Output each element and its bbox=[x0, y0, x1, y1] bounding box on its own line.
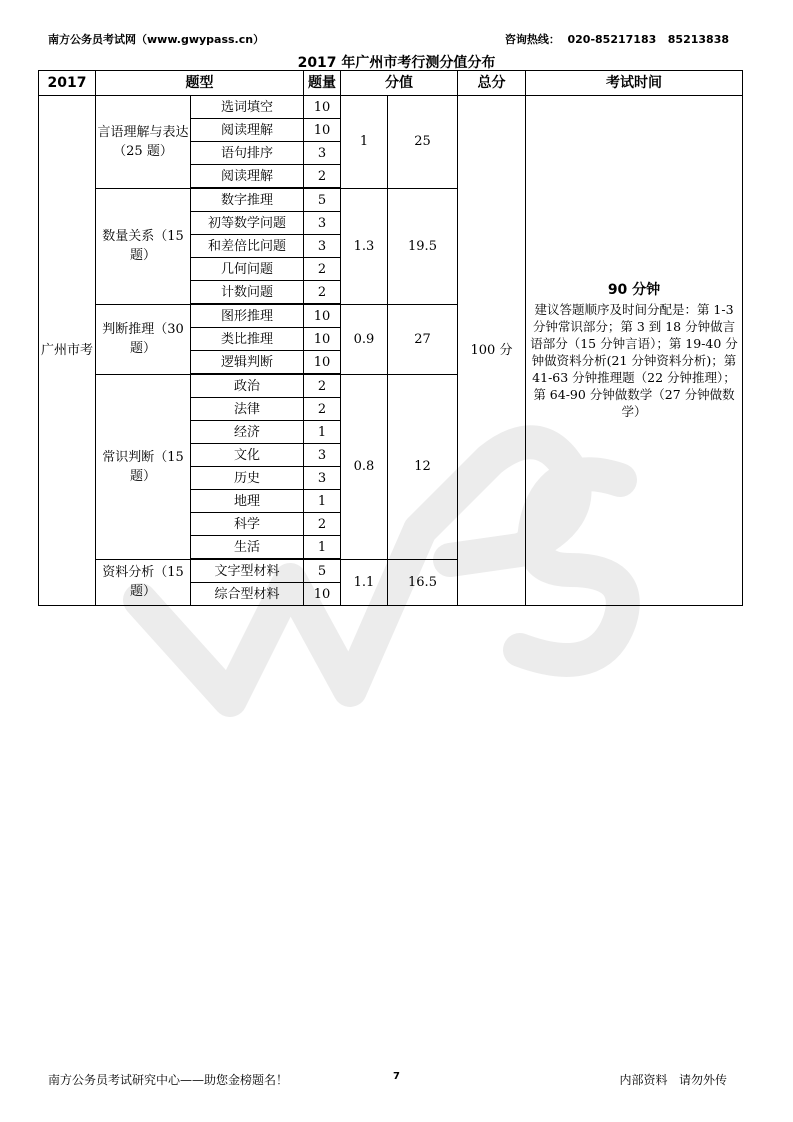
count-cell: 10 bbox=[304, 304, 341, 328]
region-cell: 广州市考 bbox=[39, 96, 96, 606]
subtotal-score-cell: 25 bbox=[388, 96, 458, 189]
category-name: 言语理解与表达（25 题） bbox=[97, 124, 189, 159]
per-question-score-cell: 1 bbox=[341, 96, 388, 189]
category-name: 数量关系（15 题） bbox=[102, 229, 184, 263]
hotline-phone-2: 85213838 bbox=[667, 33, 729, 46]
subtype-cell: 计数问题 bbox=[191, 281, 304, 305]
count-cell: 10 bbox=[304, 96, 341, 119]
subtype-cell: 语句排序 bbox=[191, 142, 304, 165]
header-total: 总分 bbox=[458, 71, 526, 96]
exam-time-cell bbox=[526, 96, 743, 606]
header-count: 题量 bbox=[304, 71, 341, 96]
footer-internal-note: 内部资料 请勿外传 bbox=[619, 1073, 727, 1087]
time-allocation-advice: 建议答题顺序及时间分配是：第 1-3 分钟常识部分；第 3 到 18 分钟做言语部分（15 分钟言语）；第 19-40 分钟做资料分析(21 分钟资料分析)；第 41-63 分钟推理题（22 分钟推理）；第 64-90 分钟做数学（27 分钟做数学） bbox=[530, 301, 738, 419]
category-name: 常识判断（15 题） bbox=[102, 449, 184, 484]
count-cell: 3 bbox=[304, 467, 341, 490]
subtype-cell: 和差倍比问题 bbox=[191, 235, 304, 258]
count-cell: 5 bbox=[304, 559, 341, 583]
total-score-cell: 100 分 bbox=[458, 96, 526, 606]
count-cell: 2 bbox=[304, 398, 341, 421]
subtype-cell: 政治 bbox=[191, 374, 304, 398]
subtype-cell: 法律 bbox=[191, 398, 304, 421]
page-number: 7 bbox=[393, 1071, 400, 1082]
count-cell: 1 bbox=[304, 490, 341, 513]
subtype-cell: 科学 bbox=[191, 513, 304, 536]
subtype-cell: 逻辑判断 bbox=[191, 351, 304, 375]
score-distribution-table bbox=[38, 70, 743, 606]
category-cell bbox=[96, 374, 191, 559]
count-cell: 10 bbox=[304, 351, 341, 375]
count-cell: 5 bbox=[304, 188, 341, 212]
category-name: 资料分析（15 题） bbox=[102, 565, 184, 600]
per-question-score-cell: 1.3 bbox=[341, 188, 388, 304]
page-title: 2017 年广州市考行测分值分布 bbox=[297, 55, 496, 71]
header-type: 题型 bbox=[96, 71, 304, 96]
count-cell: 2 bbox=[304, 258, 341, 281]
footer-slogan: 南方公务员考试研究中心——助您金榜题名！ bbox=[48, 1073, 289, 1087]
subtype-cell: 生活 bbox=[191, 536, 304, 560]
count-cell: 2 bbox=[304, 281, 341, 305]
count-cell: 3 bbox=[304, 142, 341, 165]
per-question-score-cell: 0.9 bbox=[341, 304, 388, 374]
subtype-cell: 阅读理解 bbox=[191, 119, 304, 142]
count-cell: 2 bbox=[304, 374, 341, 398]
per-question-score-cell: 0.8 bbox=[341, 374, 388, 559]
header-score-value: 分值 bbox=[341, 71, 458, 96]
category-cell bbox=[96, 96, 191, 189]
count-cell: 3 bbox=[304, 444, 341, 467]
count-cell: 10 bbox=[304, 119, 341, 142]
subtype-cell: 数字推理 bbox=[191, 188, 304, 212]
subtype-cell: 选词填空 bbox=[191, 96, 304, 119]
count-cell: 3 bbox=[304, 212, 341, 235]
header-year: 2017 bbox=[39, 71, 96, 96]
count-cell: 1 bbox=[304, 421, 341, 444]
per-question-score-cell: 1.1 bbox=[341, 559, 388, 606]
subtype-cell: 阅读理解 bbox=[191, 165, 304, 189]
subtype-cell: 类比推理 bbox=[191, 328, 304, 351]
category-cell bbox=[96, 304, 191, 374]
count-cell: 2 bbox=[304, 165, 341, 189]
header-time: 考试时间 bbox=[526, 71, 743, 96]
subtotal-score-cell: 12 bbox=[388, 374, 458, 559]
subtype-cell: 文字型材料 bbox=[191, 559, 304, 583]
subtype-cell: 几何问题 bbox=[191, 258, 304, 281]
subtype-cell: 经济 bbox=[191, 421, 304, 444]
subtype-cell: 地理 bbox=[191, 490, 304, 513]
subtype-cell: 初等数学问题 bbox=[191, 212, 304, 235]
header-hotline bbox=[505, 31, 729, 47]
table-row bbox=[39, 96, 743, 119]
count-cell: 2 bbox=[304, 513, 341, 536]
header-site-name: 南方公务员考试网（www.gwypass.cn） bbox=[48, 33, 265, 46]
subtype-cell: 文化 bbox=[191, 444, 304, 467]
hotline-phone-1: 020-85217183 bbox=[567, 33, 657, 46]
subtype-cell: 综合型材料 bbox=[191, 583, 304, 606]
hotline-label: 咨询热线： bbox=[504, 33, 560, 46]
subtotal-score-cell: 16.5 bbox=[388, 559, 458, 606]
subtype-cell: 历史 bbox=[191, 467, 304, 490]
count-cell: 1 bbox=[304, 536, 341, 560]
table-header-row bbox=[39, 71, 743, 96]
category-cell bbox=[96, 559, 191, 606]
subtotal-score-cell: 19.5 bbox=[388, 188, 458, 304]
exam-duration: 90 分钟 bbox=[607, 281, 661, 298]
count-cell: 10 bbox=[304, 328, 341, 351]
subtype-cell: 图形推理 bbox=[191, 304, 304, 328]
count-cell: 10 bbox=[304, 583, 341, 606]
subtotal-score-cell: 27 bbox=[388, 304, 458, 374]
category-cell bbox=[96, 188, 191, 304]
category-name: 判断推理（30 题） bbox=[102, 322, 184, 356]
count-cell: 3 bbox=[304, 235, 341, 258]
